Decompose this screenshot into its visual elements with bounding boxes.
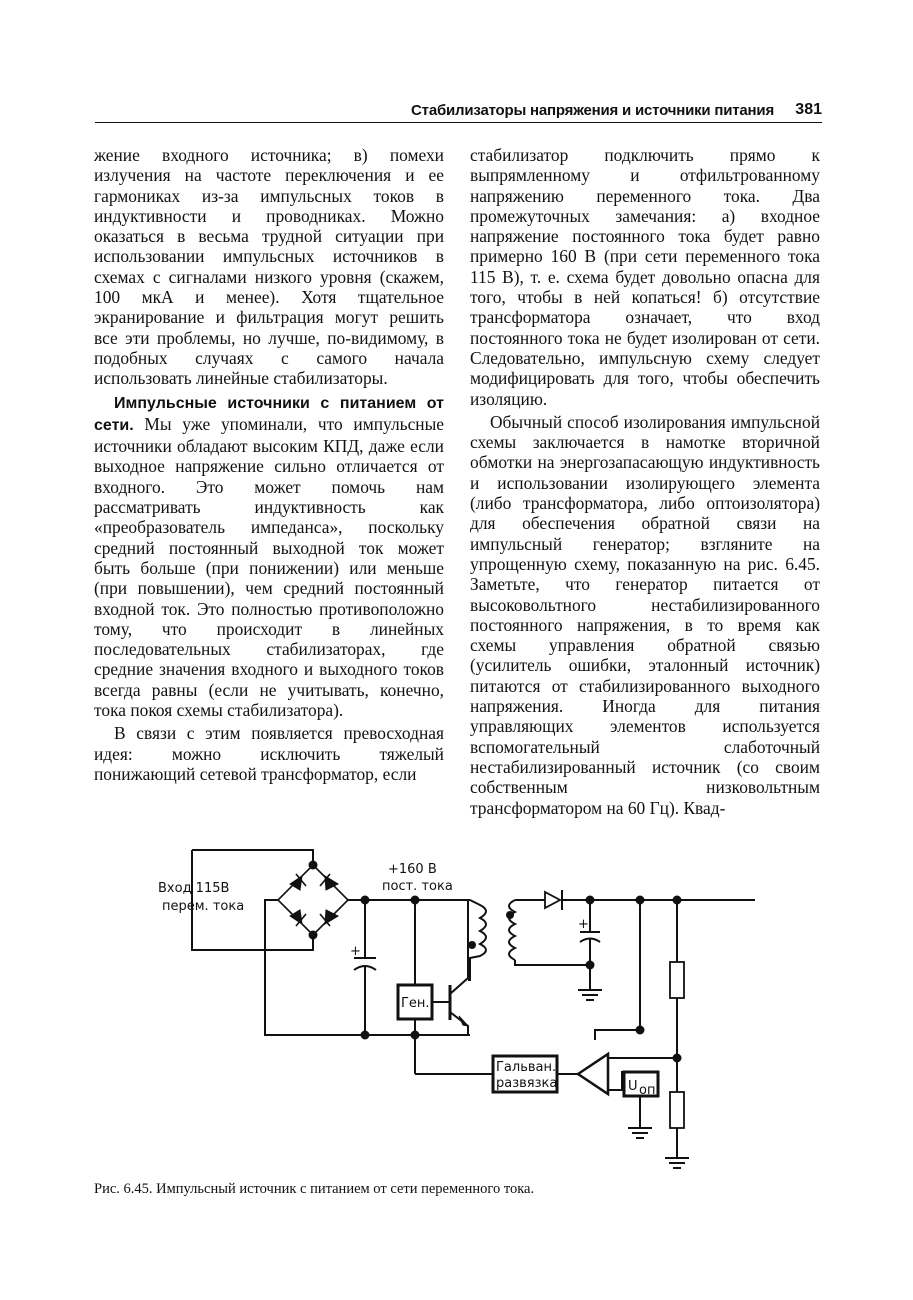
- reference-sub: оп: [639, 1083, 656, 1098]
- schematic-figure: [150, 840, 770, 1175]
- reference-label: U: [628, 1079, 638, 1094]
- generator-label: Ген.: [401, 996, 430, 1011]
- left-column: [94, 145, 444, 784]
- bridge-rectifier: [278, 865, 348, 935]
- right-column: [470, 145, 820, 818]
- winding-dot: [469, 942, 475, 948]
- out-cap-plus: +: [578, 917, 589, 932]
- ground-symbol: [578, 990, 602, 1000]
- secondary-bottom-wire: [515, 960, 590, 965]
- left-paragraph-2: [94, 392, 444, 721]
- left-paragraph-1: жение входного источника; в) помехи излучения на частоте переключения и ее гармониках из-за импульсных токов в индуктивности и проводниках. Можно оказаться в весьма трудной ситуации при использовании импульсных источников в схемах с сигналами низкого уровня (скажем, 100 мкА и менее). Хотя тщательное экранирование и фильтрация могут решить все эти проблемы, но лучше, по-видимому, в подобных случаях с самого начала использовать линейные стабилизаторы.: [94, 145, 444, 389]
- node-dot: [310, 932, 317, 939]
- primary-winding: [468, 900, 486, 980]
- right-paragraph-1: стабилизатор подключить прямо к выпрямленному и отфильтрованному напряжению переменного тока. Два промежуточных замечания: а) входное напряжение постоянного тока будет равно примерно 160 В (при сети переменного тока 115 В), т. е. схема будет довольно опасна для того, чтобы в ней копаться! б) отсутствие трансформатора означает, что вход постоянного тока не будет изолирован от сети. Следовательно, импульсную схему следует модифицировать для того, чтобы обеспечить изоляцию.: [470, 145, 820, 409]
- input-label-2: перем. тока: [162, 899, 245, 914]
- right-paragraph-2: Обычный способ изолирования импульсной схемы заключается в намотке вторичной обмотки на энергозапасающую индуктивность и использовании изолирующего элемента (либо трансформатора, либо оптоизолятора) для обеспечения обратной связи на импульсный генератор; взгляните на упрощенную схему, показанную на рис. 6.45. Заметьте, что генератор питается от высоковольтного нестабилизированного постоянного напряжения, в то время как схемы управления обратной связью (усилитель ошибки, эталонный источник) питаются от стабилизированного выходного напряжения. Иногда для питания управляющих элементов используется вспомогательный слаботочный нестабилизированный источник (со своим собственным низковольтным трансформатором на 60 Гц). Квад-: [470, 411, 820, 818]
- run-in-heading: Импульсные источники с питанием от сети.: [94, 394, 444, 434]
- ground-symbol: [665, 1158, 689, 1168]
- dc-label-1: +160 В: [388, 862, 437, 877]
- node-dot: [587, 962, 594, 969]
- ref-supply-wire: [595, 900, 640, 1040]
- node-dot: [362, 1032, 369, 1039]
- left-paragraph-2-body: Мы уже упоминали, что импульсные источники обладают высоким КПД, даже если выходное напряжение сильно отличается от входного. Это может помочь нам рассматривать индуктивность как «преобразователь импеданса», поскольку средний постоянный выходной ток может быть больше (при понижении) или меньше (при повышении), чем средний постоянный входной ток. Это полностью противоположно тому, что происходит в линейных последовательных стабилизаторах, где средние значения входного и выходного токов всегда равны (если не учитывать, конечно, тока покоя схемы стабилизатора).: [94, 413, 444, 721]
- left-paragraph-3: В связи с этим появляется превосходная идея: можно исключить тяжелый понижающий сетевой трансформатор, если: [94, 723, 444, 784]
- isolation-label-2: развязка: [496, 1076, 558, 1091]
- cap-plus: +: [350, 944, 361, 959]
- ground-symbol: [628, 1128, 652, 1138]
- node-dot: [637, 1027, 644, 1034]
- output-diode: [545, 890, 562, 910]
- isolation-label-1: Гальван.: [496, 1060, 557, 1075]
- ac-input-wire-top: [192, 850, 313, 865]
- winding-dot: [507, 912, 513, 918]
- divider-resistor-bottom: [670, 1092, 684, 1128]
- input-label-1: Вход 115В: [158, 881, 230, 896]
- circuit-schematic: [150, 840, 770, 1175]
- figure-caption: Рис. 6.45. Импульсный источник с питанием от сети переменного тока.: [94, 1181, 535, 1197]
- switch-transistor: [432, 900, 468, 1035]
- divider-resistor-top: [670, 962, 684, 998]
- error-amplifier: [578, 1054, 608, 1094]
- running-header: [95, 100, 822, 123]
- dc-label-2: пост. тока: [382, 879, 453, 894]
- running-title: Стабилизаторы напряжения и источники питания: [411, 102, 774, 119]
- node-dot: [310, 862, 317, 869]
- secondary-winding: [509, 900, 515, 960]
- page-number: 381: [795, 101, 822, 118]
